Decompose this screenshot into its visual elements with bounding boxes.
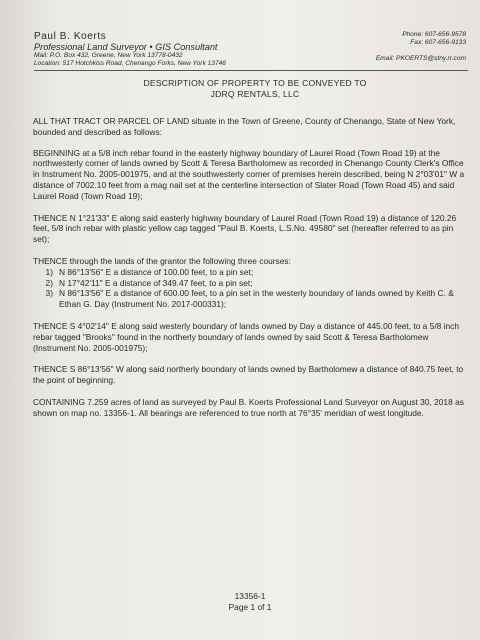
intro-paragraph: ALL THAT TRACT OR PARCEL OF LAND situate in the Town of Greene, County of Chenango, State of New York, bounded and described as follows: — [33, 116, 456, 137]
page-number: Page 1 of 1 — [228, 602, 272, 612]
letterhead-left — [34, 31, 226, 68]
thence-paragraph-2: THENCE through the lands of the grantor the following three courses: — [33, 255, 291, 266]
thence-paragraph-1: THENCE N 1°21'33" E along said easterly highway boundary of Laurel Road (Town Road 19) a distance of 120.26 feet, 5/8 inch rebar with plastic yellow cap tagged "Paul B. Koerts, L.S.No. 49580" set (hereafter referred to as pin set); — [33, 212, 457, 245]
course-text: N 86°13'56" E a distance of 100.00 feet, to a pin set; — [59, 266, 254, 277]
heading-line-1: DESCRIPTION OF PROPERTY TO BE CONVEYED TO — [143, 78, 367, 88]
description-body — [33, 116, 468, 430]
course-list — [33, 267, 468, 310]
thence-paragraph-4: THENCE S 86°13'56" W along said northerly boundary of lands owned by Bartholomew a distance of 840.75 feet, to the point of beginning. — [33, 364, 464, 386]
letterhead-right — [376, 31, 466, 63]
phone-number: Phone: 607-656-9578 — [402, 31, 466, 38]
document-heading — [30, 78, 480, 100]
containing-paragraph: CONTAINING 7.259 acres of land as surveyed by Paul B. Koerts Professional Land Surveyor on August 30, 2018 as shown on map no. 13356-1. All bearings are referenced to true north at 76°35' meridian of west longitude. — [33, 396, 464, 418]
course-item — [33, 278, 468, 289]
mail-address: Mail: P.O. Box 432, Greene, New York 13778-0432 — [34, 52, 183, 59]
email-address: Email: PKOERTS@stny.rr.com — [375, 55, 466, 62]
course-number: 3) — [45, 288, 53, 299]
map-number: 13356-1 — [234, 591, 266, 601]
course-item — [33, 267, 468, 278]
location-address: Location: 517 Hotchkiss Road, Chenango Forks, New York 13746 — [34, 60, 226, 67]
beginning-paragraph: BEGINNING at a 5/8 inch rebar found in the easterly highway boundary of Laurel Road (Town Road 19) at the northwesterly corner of lands owned by Scott & Teresa Bartholomew as recorded in Chenango County Clerk’s Office in Instrument No. 2005-001975, and at the southwesterly corner of premises herein described, being N 2°03'01" W a distance of 7002.10 feet from a mag nail set at the centerline intersection of Slater Road (Town Road 45) and said Laurel Road (Town Road 19); — [33, 147, 465, 201]
fax-number: Fax: 607-656-9133 — [410, 39, 466, 46]
letterhead-divider — [34, 70, 468, 71]
course-text: N 17°42'11" E a distance of 349.47 feet, to a pin set; — [59, 277, 253, 288]
course-text: N 86°13'56" E a distance of 600.00 feet, to a pin set in the westerly boundary of lands owned by Keith C. & Ethan G. Day (Instrument No. 2017-000331); — [59, 288, 454, 310]
surveyor-name: Paul B. Koerts — [34, 31, 107, 42]
course-item — [33, 288, 468, 310]
page-footer — [0, 591, 480, 613]
heading-line-2: JDRQ RENTALS, LLC — [210, 89, 300, 99]
letterhead — [34, 31, 466, 71]
course-number: 2) — [45, 277, 53, 288]
surveyor-title: Professional Land Surveyor • GIS Consultant — [34, 42, 218, 52]
thence-paragraph-3: THENCE S 4°02'14" E along said westerly boundary of lands owned by Day a distance of 445.00 feet, to a 5/8 inch rebar tagged "Brooks" found in the northerly boundary of lands owned by said Scott & Teresa Bartholomew (Instrument No. 2005-001975); — [33, 320, 459, 353]
course-number: 1) — [45, 266, 53, 277]
